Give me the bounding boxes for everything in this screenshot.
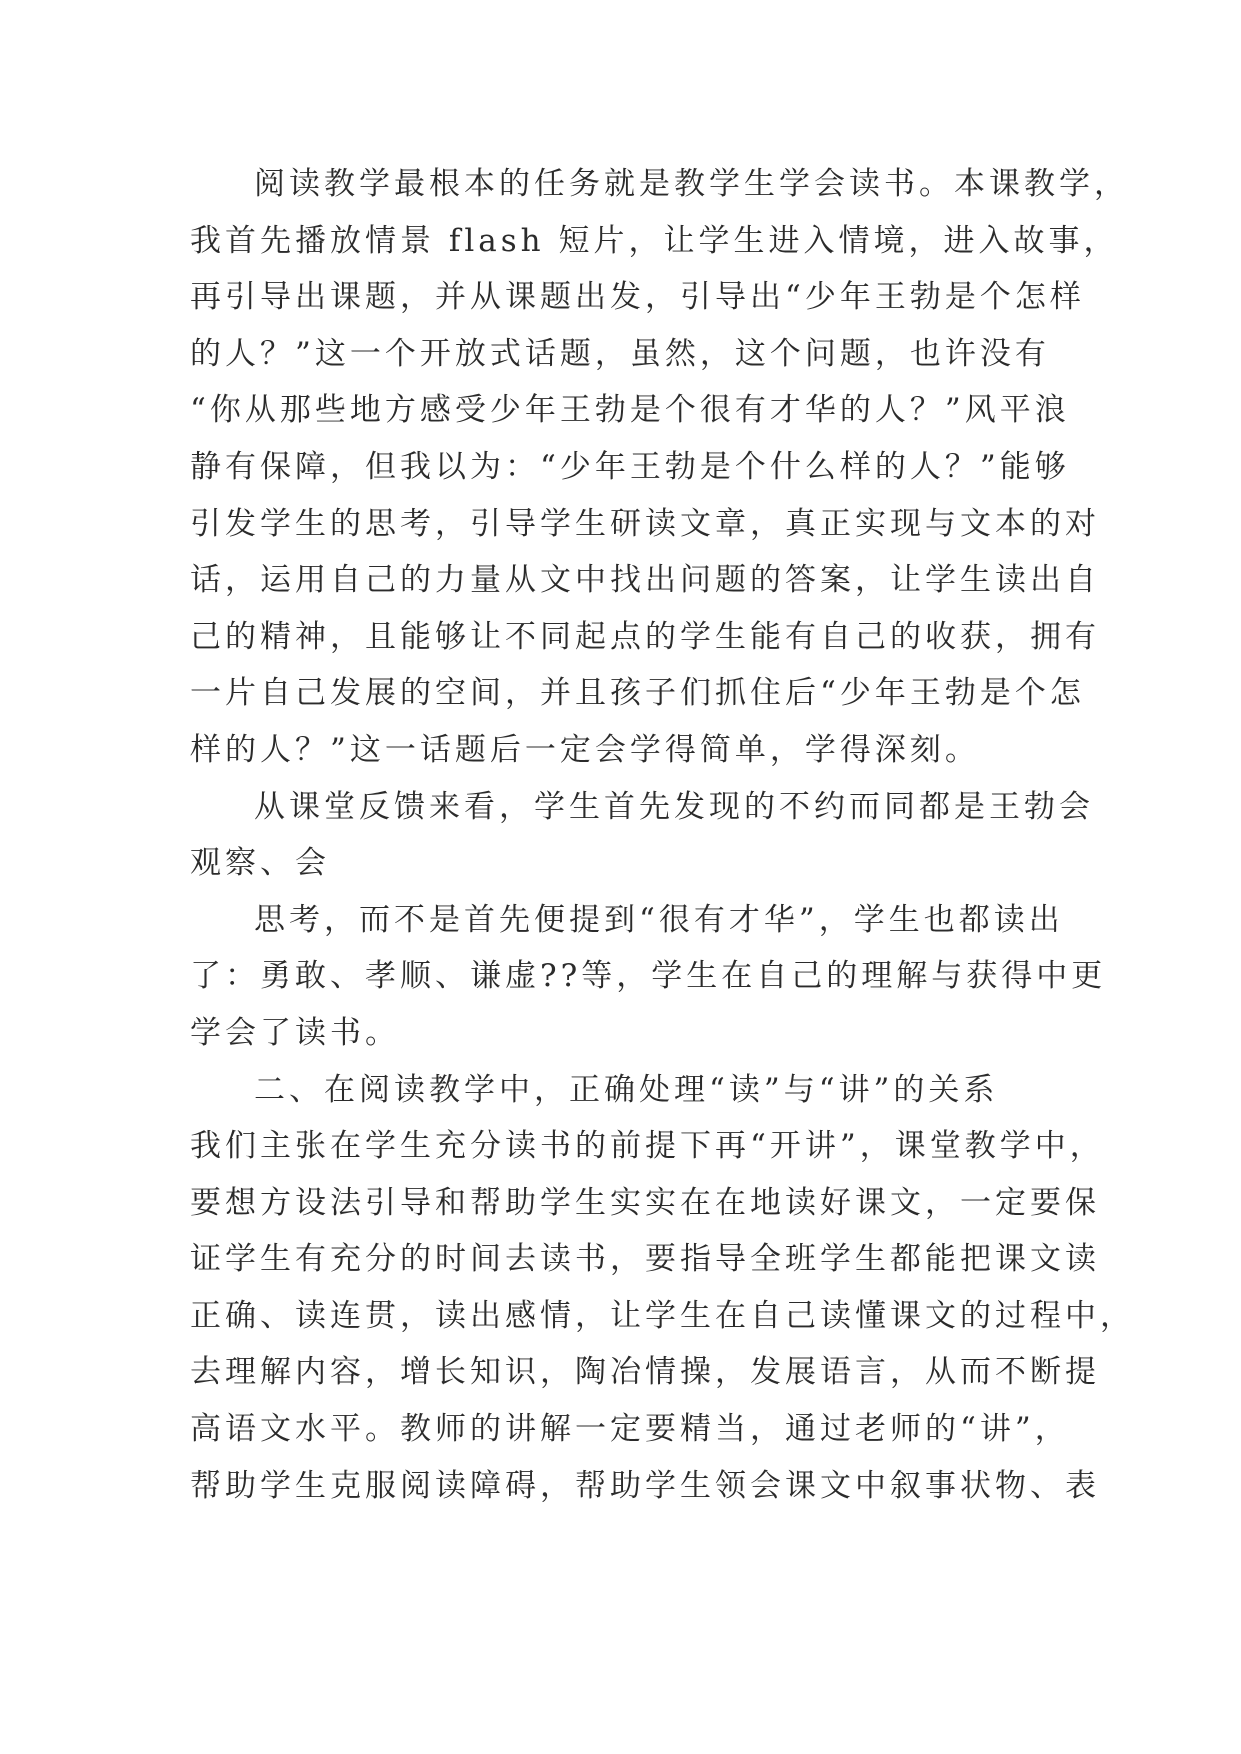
text-line: 要想方设法引导和帮助学生实实在在地读好课文，一定要保 xyxy=(190,1184,1100,1221)
text-line: 帮助学生克服阅读障碍，帮助学生领会课文中叙事状物、表 xyxy=(190,1467,1100,1504)
text-line: 高语文水平。教师的讲解一定要精当，通过老师的“讲”， xyxy=(190,1411,1070,1448)
section-heading: 二、在阅读教学中，正确处理“读”与“讲”的关系 xyxy=(254,1071,999,1108)
text-line: 思考，而不是首先便提到“很有才华”，学生也都读出 xyxy=(254,901,1064,938)
text-line: 引发学生的思考，引导学生研读文章，真正实现与文本的对 xyxy=(190,505,1100,542)
text-line: 一片自己发展的空间，并且孩子们抓住后“少年王勃是个怎 xyxy=(190,675,1085,712)
text-line: 的人？”这一个开放式话题，虽然，这个问题，也许没有 xyxy=(190,335,1050,372)
text-line: 正确、读连贯，读出感情，让学生在自己读懂课文的过程中， xyxy=(190,1297,1135,1334)
text-line: 从课堂反馈来看，学生首先发现的不约而同都是王勃会 xyxy=(254,788,1094,825)
text-line: 己的精神，且能够让不同起点的学生能有自己的收获，拥有 xyxy=(190,618,1100,655)
text-line: 观察、会 xyxy=(190,845,330,882)
text-line: 证学生有充分的时间去读书，要指导全班学生都能把课文读 xyxy=(190,1241,1100,1278)
text-line: 样的人？”这一话题后一定会学得简单，学得深刻。 xyxy=(190,731,980,768)
text-line: “你从那些地方感受少年王勃是个很有才华的人？”风平浪 xyxy=(190,392,1070,429)
body-text xyxy=(190,156,1135,1514)
text-line: 学会了读书。 xyxy=(190,1014,400,1051)
text-line: 我首先播放情景 flash 短片，让学生进入情境，进入故事， xyxy=(190,222,1119,259)
text-line: 再引导出课题，并从课题出发，引导出“少年王勃是个怎样 xyxy=(190,279,1085,316)
text-line: 阅读教学最根本的任务就是教学生学会读书。本课教学， xyxy=(254,166,1129,202)
text-line: 静有保障，但我以为：“少年王勃是个什么样的人？”能够 xyxy=(190,448,1070,485)
text-line: 了：勇敢、孝顺、谦虚??等，学生在自己的理解与获得中更 xyxy=(190,958,1107,995)
text-line: 我们主张在学生充分读书的前提下再“开讲”，课堂教学中， xyxy=(190,1128,1105,1165)
text-line: 话，运用自己的力量从文中找出问题的答案，让学生读出自 xyxy=(190,562,1100,599)
text-line: 去理解内容，增长知识，陶冶情操，发展语言，从而不断提 xyxy=(190,1354,1100,1391)
